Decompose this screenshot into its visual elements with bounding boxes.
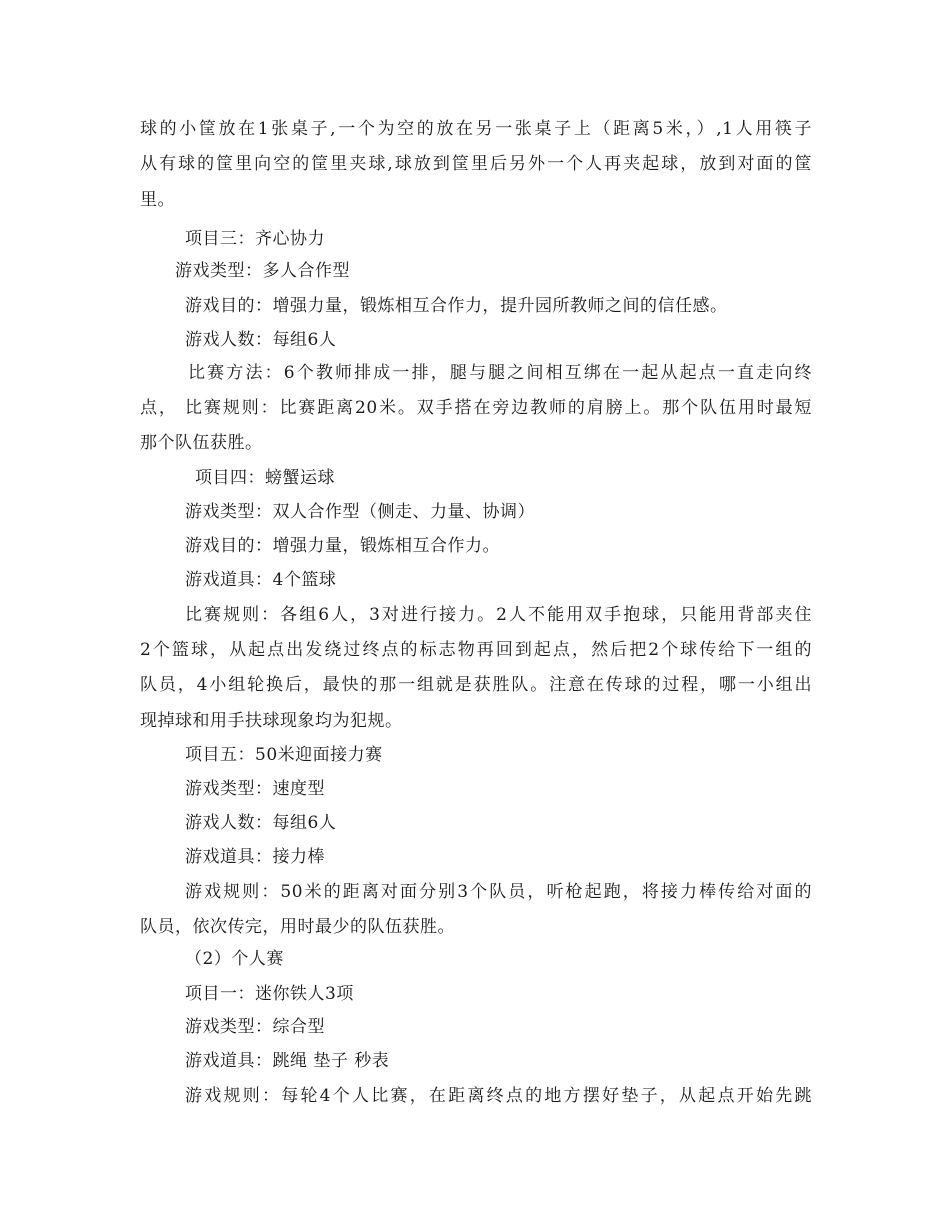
- section-heading-project-4: 项目四：螃蟹运球: [195, 468, 335, 488]
- text-line-individual-game-type: 游戏类型：综合型: [185, 1017, 325, 1037]
- text-line-2: 从有球的筐里向空的筐里夹球,球放到筐里后另外一个人再夹起球，放到对面的筐: [140, 154, 812, 174]
- text-line-game-goal-3: 游戏目的：增强力量，锻炼相互合作力，提升园所教师之间的信任感。: [185, 296, 728, 316]
- text-line-competition-rules-3: 点， 比赛规则：比赛距离20米。双手搭在旁边教师的肩膀上。那个队伍用时最短: [140, 398, 812, 418]
- text-line-game-type-4: 游戏类型：双人合作型（侧走、力量、协调）: [185, 502, 535, 522]
- text-line-winner-3: 那个队伍获胜。: [140, 433, 263, 453]
- text-line-rules-4-cont-3: 现掉球和用手扶球现象均为犯规。: [140, 711, 403, 731]
- text-line-game-props-5: 游戏道具：接力棒: [185, 847, 325, 867]
- text-line-game-type-5: 游戏类型：速度型: [185, 779, 325, 799]
- section-heading-individual-project-1: 项目一：迷你铁人3项: [185, 984, 354, 1004]
- section-heading-individual: （2）个人赛: [185, 949, 284, 969]
- text-line-game-goal-4: 游戏目的：增强力量，锻炼相互合作力。: [185, 536, 500, 556]
- text-line-rules-4-cont-2: 队员，4小组轮换后，最快的那一组就是获胜队。注意在传球的过程，哪一小组出: [140, 675, 812, 695]
- text-line-rules-4-cont-1: 2个篮球，从起点出发绕过终点的标志物再回到起点，然后把2个球传给下一组的: [140, 640, 812, 660]
- text-line-individual-game-rules: 游戏规则：每轮4个人比赛，在距离终点的地方摆好垫子，从起点开始先跳: [185, 1086, 812, 1106]
- text-line-1: 球的小筐放在1张桌子,一个为空的放在另一张桌子上（距离5米，）,1人用筷子: [140, 119, 812, 139]
- text-line-competition-rules-4: 比赛规则：各组6人，3对进行接力。2人不能用双手抱球，只能用背部夹住: [185, 605, 812, 625]
- text-line-game-players-5: 游戏人数：每组6人: [185, 813, 337, 833]
- text-line-game-players-3: 游戏人数：每组6人: [185, 330, 337, 350]
- text-line-game-props-4: 游戏道具：4个篮球: [185, 570, 337, 590]
- text-line-game-rules-5: 游戏规则：50米的距离对面分别3个队员，听枪起跑，将接力棒传给对面的: [185, 882, 812, 902]
- text-line-3: 里。: [140, 190, 175, 210]
- text-line-rules-5-cont: 队员，依次传完，用时最少的队伍获胜。: [140, 917, 455, 937]
- text-line-competition-method-3: 比赛方法：6个教师排成一排，腿与腿之间相互绑在一起从起点一直走向终: [188, 363, 812, 383]
- section-heading-project-3: 项目三：齐心协力: [185, 229, 325, 249]
- text-line-game-type-3: 游戏类型：多人合作型: [175, 261, 350, 281]
- section-heading-project-5: 项目五：50米迎面接力赛: [185, 745, 383, 765]
- text-line-individual-game-props: 游戏道具：跳绳 垫子 秒表: [185, 1051, 390, 1071]
